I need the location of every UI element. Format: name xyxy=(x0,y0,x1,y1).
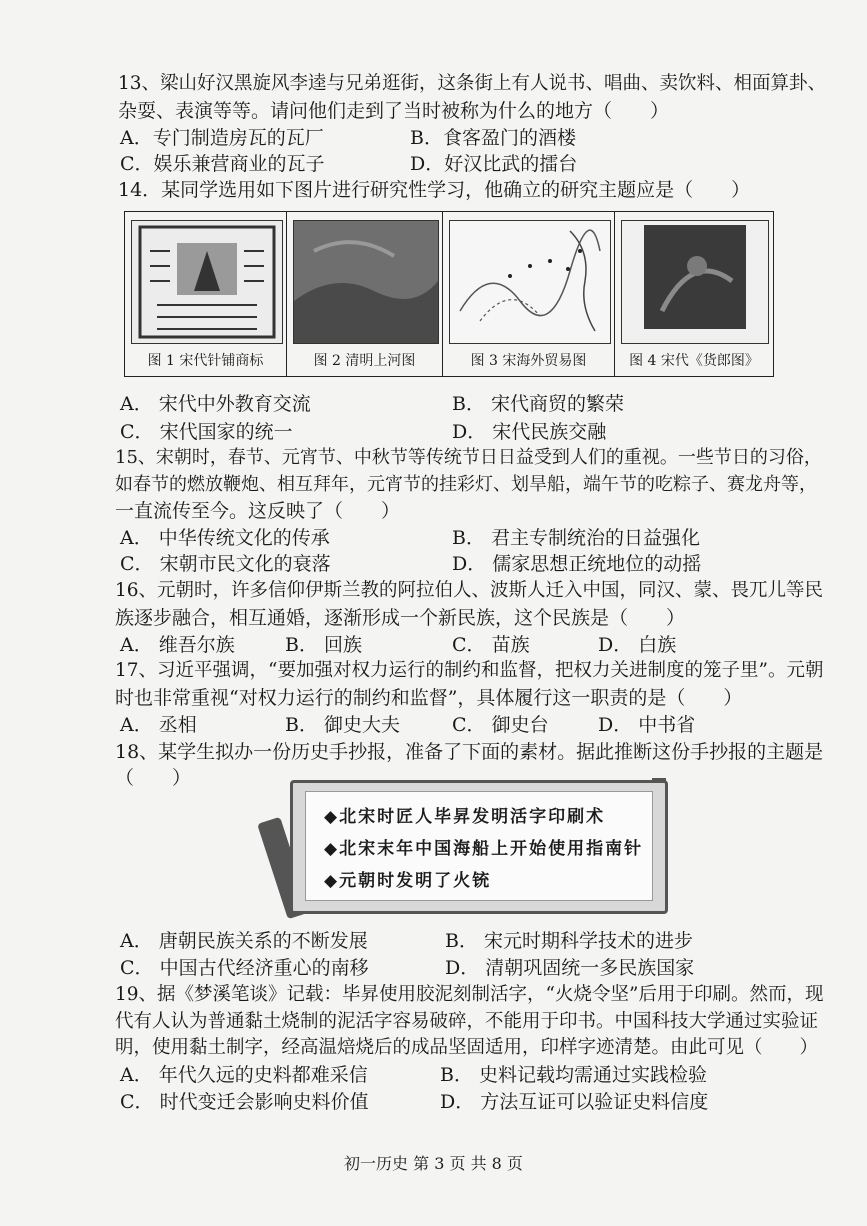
q14-option-c: C． 宋代国家的统一 xyxy=(120,421,293,443)
q19-option-d: D． 方法互证可以验证史料信度 xyxy=(440,1091,709,1113)
q18-option-a: A． 唐朝民族关系的不断发展 xyxy=(120,930,368,952)
board-item-2: ◆北宋末年中国海船上开始使用指南针 xyxy=(324,839,644,859)
figure-3-caption: 图 3 宋海外贸易图 xyxy=(470,353,587,369)
q18-stem-line1: 18、某学生拟办一份历史手抄报，准备了下面的素材。据此推断这份手抄报的主题是 xyxy=(115,741,824,763)
q15-option-c: C． 宋朝市民文化的衰落 xyxy=(120,553,331,575)
q16-stem-line1: 16、元朝时，许多信仰伊斯兰教的阿拉伯人、波斯人迁入中国，同汉、蒙、畏兀儿等民 xyxy=(115,580,824,601)
figure-3 xyxy=(443,212,615,376)
q19-stem-line2: 代有人认为普通黏土烧制的泥活字容易破碎，不能用于印书。中国科技大学通过实验证 xyxy=(115,1011,819,1032)
q14-stem: 14．某同学选用如下图片进行研究性学习，他确立的研究主题应是（ ） xyxy=(118,179,751,201)
q18-option-d: D． 清朝巩固统一多民族国家 xyxy=(445,957,695,979)
riverside-painting-image xyxy=(293,220,439,344)
q14-option-d: D． 宋代民族交融 xyxy=(452,421,607,443)
q19-stem-line3: 明，使用黏土制字，经高温焙烧后的成品坚固适用，印样字迹清楚。由此可见（ ） xyxy=(115,1037,819,1058)
q18-stem-line2: （ ） xyxy=(115,767,192,789)
board-item-1: ◆北宋时匠人毕昇发明活字印刷术 xyxy=(324,807,606,827)
board-item-3: ◆元朝时发明了火铳 xyxy=(324,871,492,891)
figure-4 xyxy=(615,212,773,376)
board-panel xyxy=(305,791,653,901)
q13-stem-line1: 13、梁山好汉黑旋风李逵与兄弟逛街，这条街上有人说书、唱曲、卖饮料、相面算卦、 xyxy=(118,73,827,94)
q16-option-d: D． 白族 xyxy=(598,634,677,656)
figure-1-caption: 图 1 宋代针铺商标 xyxy=(147,353,264,369)
q15-option-a: A． 中华传统文化的传承 xyxy=(120,527,330,549)
q18-material-board xyxy=(290,780,668,914)
needle-shop-trademark-image xyxy=(131,220,283,344)
q18-option-b: B． 宋元时期科学技术的进步 xyxy=(445,930,694,952)
q15-option-b: B． 君主专制统治的日益强化 xyxy=(452,527,701,549)
song-maritime-trade-map-image xyxy=(449,220,611,344)
q14-option-a: A． 宋代中外教育交流 xyxy=(120,393,311,415)
q19-stem-line1: 19、据《梦溪笔谈》记载：毕昇使用胶泥刻制活字，“火烧令坚”后用于印刷。然而，现 xyxy=(115,984,824,1005)
q15-stem-line2: 如春节的燃放鞭炮、相互拜年，元宵节的挂彩灯、划旱船，端午节的吃粽子、赛龙舟等， xyxy=(115,474,817,495)
q16-option-b: B． 回族 xyxy=(285,634,363,656)
q14-figure-row xyxy=(124,211,774,377)
figure-4-caption: 图 4 宋代《货郎图》 xyxy=(629,353,759,369)
q13-option-a: A．专门制造房瓦的瓦厂 xyxy=(120,127,324,149)
q15-stem-line1: 15、宋朝时，春节、元宵节、中秋节等传统节日日益受到人们的重视。一些节日的习俗， xyxy=(115,447,822,468)
q13-stem-line2: 杂耍、表演等等。请问他们走到了当时被称为什么的地方（ ） xyxy=(118,100,670,122)
page-footer: 初一历史 第 3 页 共 8 页 xyxy=(344,1154,523,1173)
q15-stem-line3: 一直流传至今。这反映了（ ） xyxy=(115,500,401,522)
q17-option-a: A． 丞相 xyxy=(120,714,197,736)
q17-stem-line2: 时也非常重视“对权力运行的制约和监督”，具体履行这一职责的是（ ） xyxy=(115,687,743,709)
q15-option-d: D． 儒家思想正统地位的动摇 xyxy=(452,553,702,575)
peddler-painting-image xyxy=(621,220,769,344)
q19-option-c: C． 时代变迁会影响史料价值 xyxy=(120,1091,369,1113)
q13-option-c: C．娱乐兼营商业的瓦子 xyxy=(120,153,325,175)
q19-option-b: B． 史料记载均需通过实践检验 xyxy=(440,1064,708,1086)
q13-option-d: D．好汉比武的擂台 xyxy=(410,153,578,175)
q19-option-a: A． 年代久远的史料都难采信 xyxy=(120,1064,368,1086)
q13-option-b: B．食客盈门的酒楼 xyxy=(410,127,576,149)
figure-2 xyxy=(287,212,443,376)
figure-2-caption: 图 2 清明上河图 xyxy=(313,353,416,369)
q14-option-b: B． 宋代商贸的繁荣 xyxy=(452,393,625,415)
q17-option-c: C． 御史台 xyxy=(452,714,549,736)
q16-option-a: A． 维吾尔族 xyxy=(120,634,235,656)
q16-option-c: C． 苗族 xyxy=(452,634,530,656)
q18-option-c: C． 中国古代经济重心的南移 xyxy=(120,957,369,979)
figure-1 xyxy=(125,212,287,376)
q16-stem-line2: 族逐步融合，相互通婚，逐渐形成一个新民族，这个民族是（ ） xyxy=(115,607,686,629)
q17-option-d: D． 中书省 xyxy=(598,714,696,736)
q17-stem-line1: 17、习近平强调，“要加强对权力运行的制约和监督，把权力关进制度的笼子里”。元朝 xyxy=(115,660,824,681)
q17-option-b: B． 御史大夫 xyxy=(285,714,401,736)
